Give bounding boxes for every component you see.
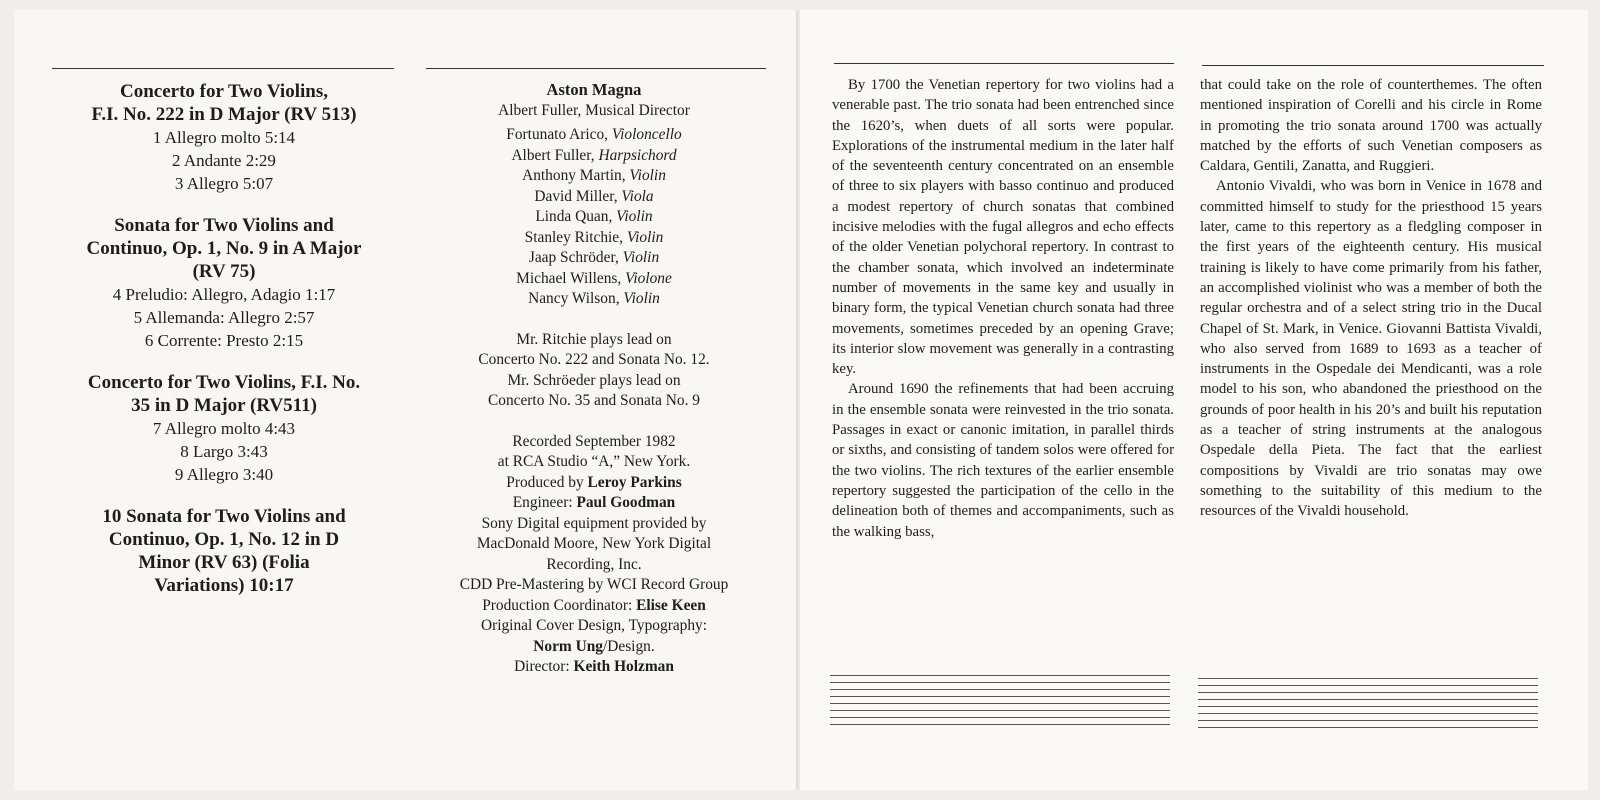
designer-line xyxy=(420,637,768,658)
movement-item: 1 Allegro molto 5:14 xyxy=(152,128,296,147)
top-rule-tracks xyxy=(52,68,394,69)
equipment-line: MacDonald Moore, New York Digital xyxy=(476,535,712,552)
designer-name: Norm Ung xyxy=(533,637,603,655)
work-title-line: Sonata for Two Violins and xyxy=(114,215,334,236)
equipment-line: Sony Digital equipment provided by xyxy=(481,514,707,532)
ensemble-name: Aston Magna xyxy=(546,80,642,99)
player-name: Jaap Schröder, xyxy=(528,249,623,266)
essay-column-1 xyxy=(832,75,1174,542)
work-title-line: Continuo, Op. 1, No. 9 in A Major xyxy=(86,238,362,259)
player-name: Nancy Wilson, xyxy=(528,290,624,307)
essay-paragraph: By 1700 the Venetian repertory for two violins had a venerable past. The trio sonata had been entrenched since the 1620’s, when duets of all sorts were popular. Explorations of the instrumental medium in the later half of the seventeenth century concentrated on an ensemble of three to six players with basso continuo and produced a modest repertory of church sonatas that combined incisive melodies with the fugal allegros and echo effects of the older Venetian polychoral repertory. In contrast to the chamber sonata, which involved an indeterminate number of movements in the same key and usually in binary form, the typical Venetian church sonata had three movements, sometimes preceded by an opening Grave; its interior slow movement was generally in a contrasting key. xyxy=(832,77,1174,378)
movement-item: 6 Corrente: Presto 2:15 xyxy=(144,331,304,350)
essay-column-2 xyxy=(1200,75,1542,522)
producer-line xyxy=(420,473,768,494)
player-name: Linda Quan, xyxy=(535,208,617,225)
player-instrument: Violin xyxy=(616,208,653,225)
art-director-line xyxy=(420,657,768,678)
player-name: Michael Willens, xyxy=(516,269,626,287)
player-instrument: Violone xyxy=(625,269,672,287)
art-director-name: Keith Holzman xyxy=(573,658,674,675)
recorded-line: Recorded September 1982 xyxy=(512,432,676,450)
player-line xyxy=(420,289,768,310)
player-line xyxy=(420,166,768,187)
credits xyxy=(420,80,768,678)
player-instrument: Viola xyxy=(621,187,654,205)
essay-paragraph: that could take on the role of counterthemes. The often mentioned inspiration of Corelli and his circle in Rome in promoting the trio sonata around 1700 was actually matched by the efforts of such Venetian composers as Caldara, Gentili, Zanatta, and Ruggieri. xyxy=(1200,77,1542,175)
track-group-2 xyxy=(50,214,398,352)
recorded-line: at RCA Studio “A,” New York. xyxy=(497,453,691,470)
work-title-line: Variations) 10:17 xyxy=(154,575,294,596)
player-line xyxy=(420,269,768,290)
designer-suffix: /Design. xyxy=(602,637,655,655)
essay-paragraph: Antonio Vivaldi, who was born in Venice in 1678 and committed himself to study for the priesthood 15 years later, came to this repertory as a fledgling composer in the first years of the eighteenth century. His musical training is likely to have come primarily from his father, an accomplished violinist who was a member of both the regular orchestra and of a select string trio in the Ducal Chapel of St. Mark, in Venice. Giovanni Battista Vivaldi, who also served from 1689 to 1693 as a teacher of instruments in the Ospedale dei Mendicanti, was a role model to his son, who abandoned the priesthood on the grounds of poor health in his 20’s and built his reputation as a teacher of string instruments at the analogous Ospedale della Pieta. The fact that the earliest compositions by Vivaldi are trio sonatas may owe something to the suitability of this medium to the resources of the Vivaldi household. xyxy=(1200,178,1542,520)
player-instrument: Violin xyxy=(629,167,666,184)
coordinator-name: Elise Keen xyxy=(636,596,706,614)
engineer-name: Paul Goodman xyxy=(576,494,676,511)
top-rule-credits xyxy=(426,68,766,69)
track-group-3 xyxy=(50,371,398,486)
spacer xyxy=(420,412,768,432)
musical-director: Albert Fuller, Musical Director xyxy=(498,101,690,119)
player-instrument: Violin xyxy=(622,249,660,266)
track-group-1 xyxy=(50,80,398,195)
player-line xyxy=(420,125,768,146)
player-instrument: Violin xyxy=(623,290,660,307)
blank-ruled-lines-1 xyxy=(830,675,1170,731)
premastering-line: CDD Pre-Mastering by WCI Record Group xyxy=(459,576,729,593)
lead-note-line: Mr. Ritchie plays lead on xyxy=(516,330,672,348)
movement-item: 4 Preludio: Allegro, Adagio 1:17 xyxy=(112,285,336,304)
top-rule-essay-1 xyxy=(834,63,1174,64)
player-name: Stanley Ritchie, xyxy=(524,228,627,246)
player-line xyxy=(420,146,768,167)
player-name: David Miller, xyxy=(534,187,622,205)
blank-ruled-lines-2 xyxy=(1198,678,1538,734)
equipment-line: Recording, Inc. xyxy=(546,555,642,573)
work-title-line: Continuo, Op. 1, No. 12 in D xyxy=(108,529,340,550)
work-title-line: 35 in D Major (RV511) xyxy=(131,395,317,416)
work-title-line: Concerto for Two Violins, xyxy=(120,81,328,102)
lead-note-line: Mr. Schröeder plays lead on xyxy=(507,371,681,389)
track-listing xyxy=(50,80,398,616)
producer-name: Leroy Parkins xyxy=(587,473,682,491)
essay-paragraph: Around 1690 the refinements that had been accruing in the ensemble sonata were reinvested in the trio sonata. Passages in exact or canonic imitation, in parallel thirds or sixths, and consisting of tandem solos were offered for the two violins. The rich textures of the earlier ensemble repertory suggested the participation of the cello in the delineation both of themes and accompaniments, such as the walking bass, xyxy=(832,381,1174,540)
movement-item: 2 Andante 2:29 xyxy=(172,151,276,170)
spacer xyxy=(420,310,768,330)
work-title-line: 10 Sonata for Two Violins and xyxy=(102,506,346,527)
art-director-label: Director: xyxy=(514,658,574,675)
player-instrument: Harpsichord xyxy=(598,146,677,164)
player-line xyxy=(420,207,768,228)
player-name: Anthony Martin, xyxy=(522,167,630,184)
player-line xyxy=(420,248,768,269)
producer-label: Produced by xyxy=(506,473,588,491)
player-instrument: Violoncello xyxy=(611,126,682,143)
movement-item: 5 Allemanda: Allegro 2:57 xyxy=(133,308,315,327)
lead-note-line: Concerto No. 35 and Sonata No. 9 xyxy=(487,392,700,409)
player-name: Fortunato Arico, xyxy=(506,126,612,143)
top-rule-essay-2 xyxy=(1202,65,1544,66)
work-title-line: Minor (RV 63) (Folia xyxy=(138,552,310,573)
player-instrument: Violin xyxy=(626,228,664,246)
track-group-4 xyxy=(50,505,398,597)
coordinator-label: Production Coordinator: xyxy=(482,596,637,614)
player-line xyxy=(420,228,768,249)
engineer-label: Engineer: xyxy=(512,494,577,511)
work-title-line: F.I. No. 222 in D Major (RV 513) xyxy=(91,104,357,125)
work-title-line: Concerto for Two Violins, F.I. No. xyxy=(87,372,361,393)
player-name: Albert Fuller, xyxy=(511,146,599,164)
player-line xyxy=(420,187,768,208)
work-title-line: (RV 75) xyxy=(192,261,256,282)
lead-note-line: Concerto No. 222 and Sonata No. 12. xyxy=(478,351,710,368)
cover-design-line: Original Cover Design, Typography: xyxy=(480,617,708,634)
movement-item: 7 Allegro molto 4:43 xyxy=(152,419,296,438)
engineer-line xyxy=(420,493,768,514)
movement-item: 9 Allegro 3:40 xyxy=(174,465,274,484)
coordinator-line xyxy=(420,596,768,617)
movement-item: 3 Allegro 5:07 xyxy=(174,174,274,193)
movement-item: 8 Largo 3:43 xyxy=(180,442,268,461)
